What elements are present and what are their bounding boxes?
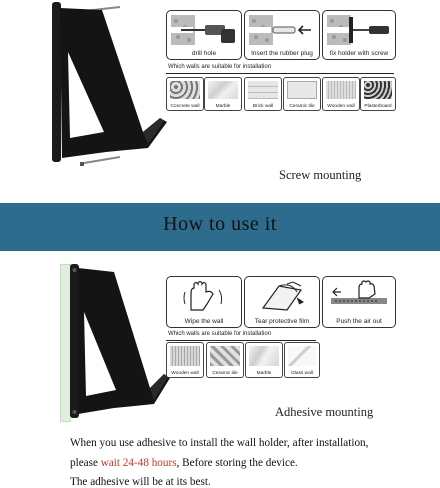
wall-marble	[245, 342, 283, 378]
wall-marble	[204, 77, 242, 111]
rubber-plug-icon	[249, 15, 315, 45]
step-wipe-wall	[166, 276, 242, 328]
wall-concrete	[166, 77, 204, 111]
wall-bracket-icon	[70, 264, 170, 418]
step-label-fix-holder: fix holder with screw	[329, 50, 389, 57]
drill-icon	[171, 15, 237, 45]
step-insert-plug	[244, 10, 320, 60]
wait-time-highlight: wait 24-48 hours	[100, 457, 177, 469]
hand-wipe-icon	[181, 280, 227, 314]
wall-glass	[284, 342, 320, 378]
wall-label: Glass wall	[291, 371, 313, 376]
step-tear-film	[244, 276, 320, 328]
wall-brick	[244, 77, 282, 111]
wall-ceramic	[283, 77, 321, 111]
wall-bracket-screw-image	[40, 0, 170, 175]
wall-bracket-adhesive-image	[40, 262, 170, 430]
wall-label: Wooden wall	[171, 371, 199, 376]
note-line-1: When you use adhesive to install the wall holder, after installation,	[70, 437, 369, 449]
walls-suitable-text: Which walls are suitable for installation	[168, 331, 272, 337]
wall-label: Ceramic tile	[212, 371, 238, 376]
how-to-use-title: How to use it	[163, 213, 277, 235]
wall-label: Marble	[256, 371, 272, 376]
wall-ceramic	[206, 342, 244, 378]
divider	[166, 340, 316, 341]
step-label-wipe-wall: Wipe the wall	[184, 318, 224, 325]
screw-mounting-caption: Screw mounting	[279, 168, 362, 182]
step-label-insert-plug: Insert the rubber plug	[251, 50, 313, 57]
wall-label: Ceramic tile	[289, 104, 315, 109]
wall-label: Concrete wall	[170, 104, 200, 109]
wall-label: Brick wall	[252, 104, 274, 109]
note-line-2-post: , Before storing the device.	[176, 457, 298, 469]
press-hand-icon	[329, 280, 389, 314]
step-fix-holder	[322, 10, 396, 60]
step-label-tear-film: Tear protective film	[254, 318, 310, 325]
wall-label: Plasterboard	[364, 104, 392, 109]
step-drill-hole	[166, 10, 242, 60]
step-label-drill-hole: drill hole	[191, 50, 217, 57]
step-label-push-air: Push the air out	[336, 318, 382, 325]
wall-label: Wooden wall	[327, 104, 355, 109]
step-push-air	[322, 276, 396, 328]
wall-label: Marble	[215, 104, 231, 109]
divider	[166, 73, 394, 74]
peel-film-icon	[257, 280, 307, 314]
wall-wooden	[166, 342, 204, 378]
note-line-3: The adhesive will be at its best.	[70, 476, 211, 488]
walls-suitable-text: Which walls are suitable for installation	[168, 64, 272, 70]
screwdriver-icon	[327, 15, 391, 45]
wall-wooden	[322, 77, 360, 111]
note-line-2-pre: please	[70, 457, 101, 469]
wall-plasterboard	[360, 77, 396, 111]
note-line-2	[70, 457, 298, 469]
adhesive-mounting-caption: Adhesive mounting	[275, 405, 374, 419]
